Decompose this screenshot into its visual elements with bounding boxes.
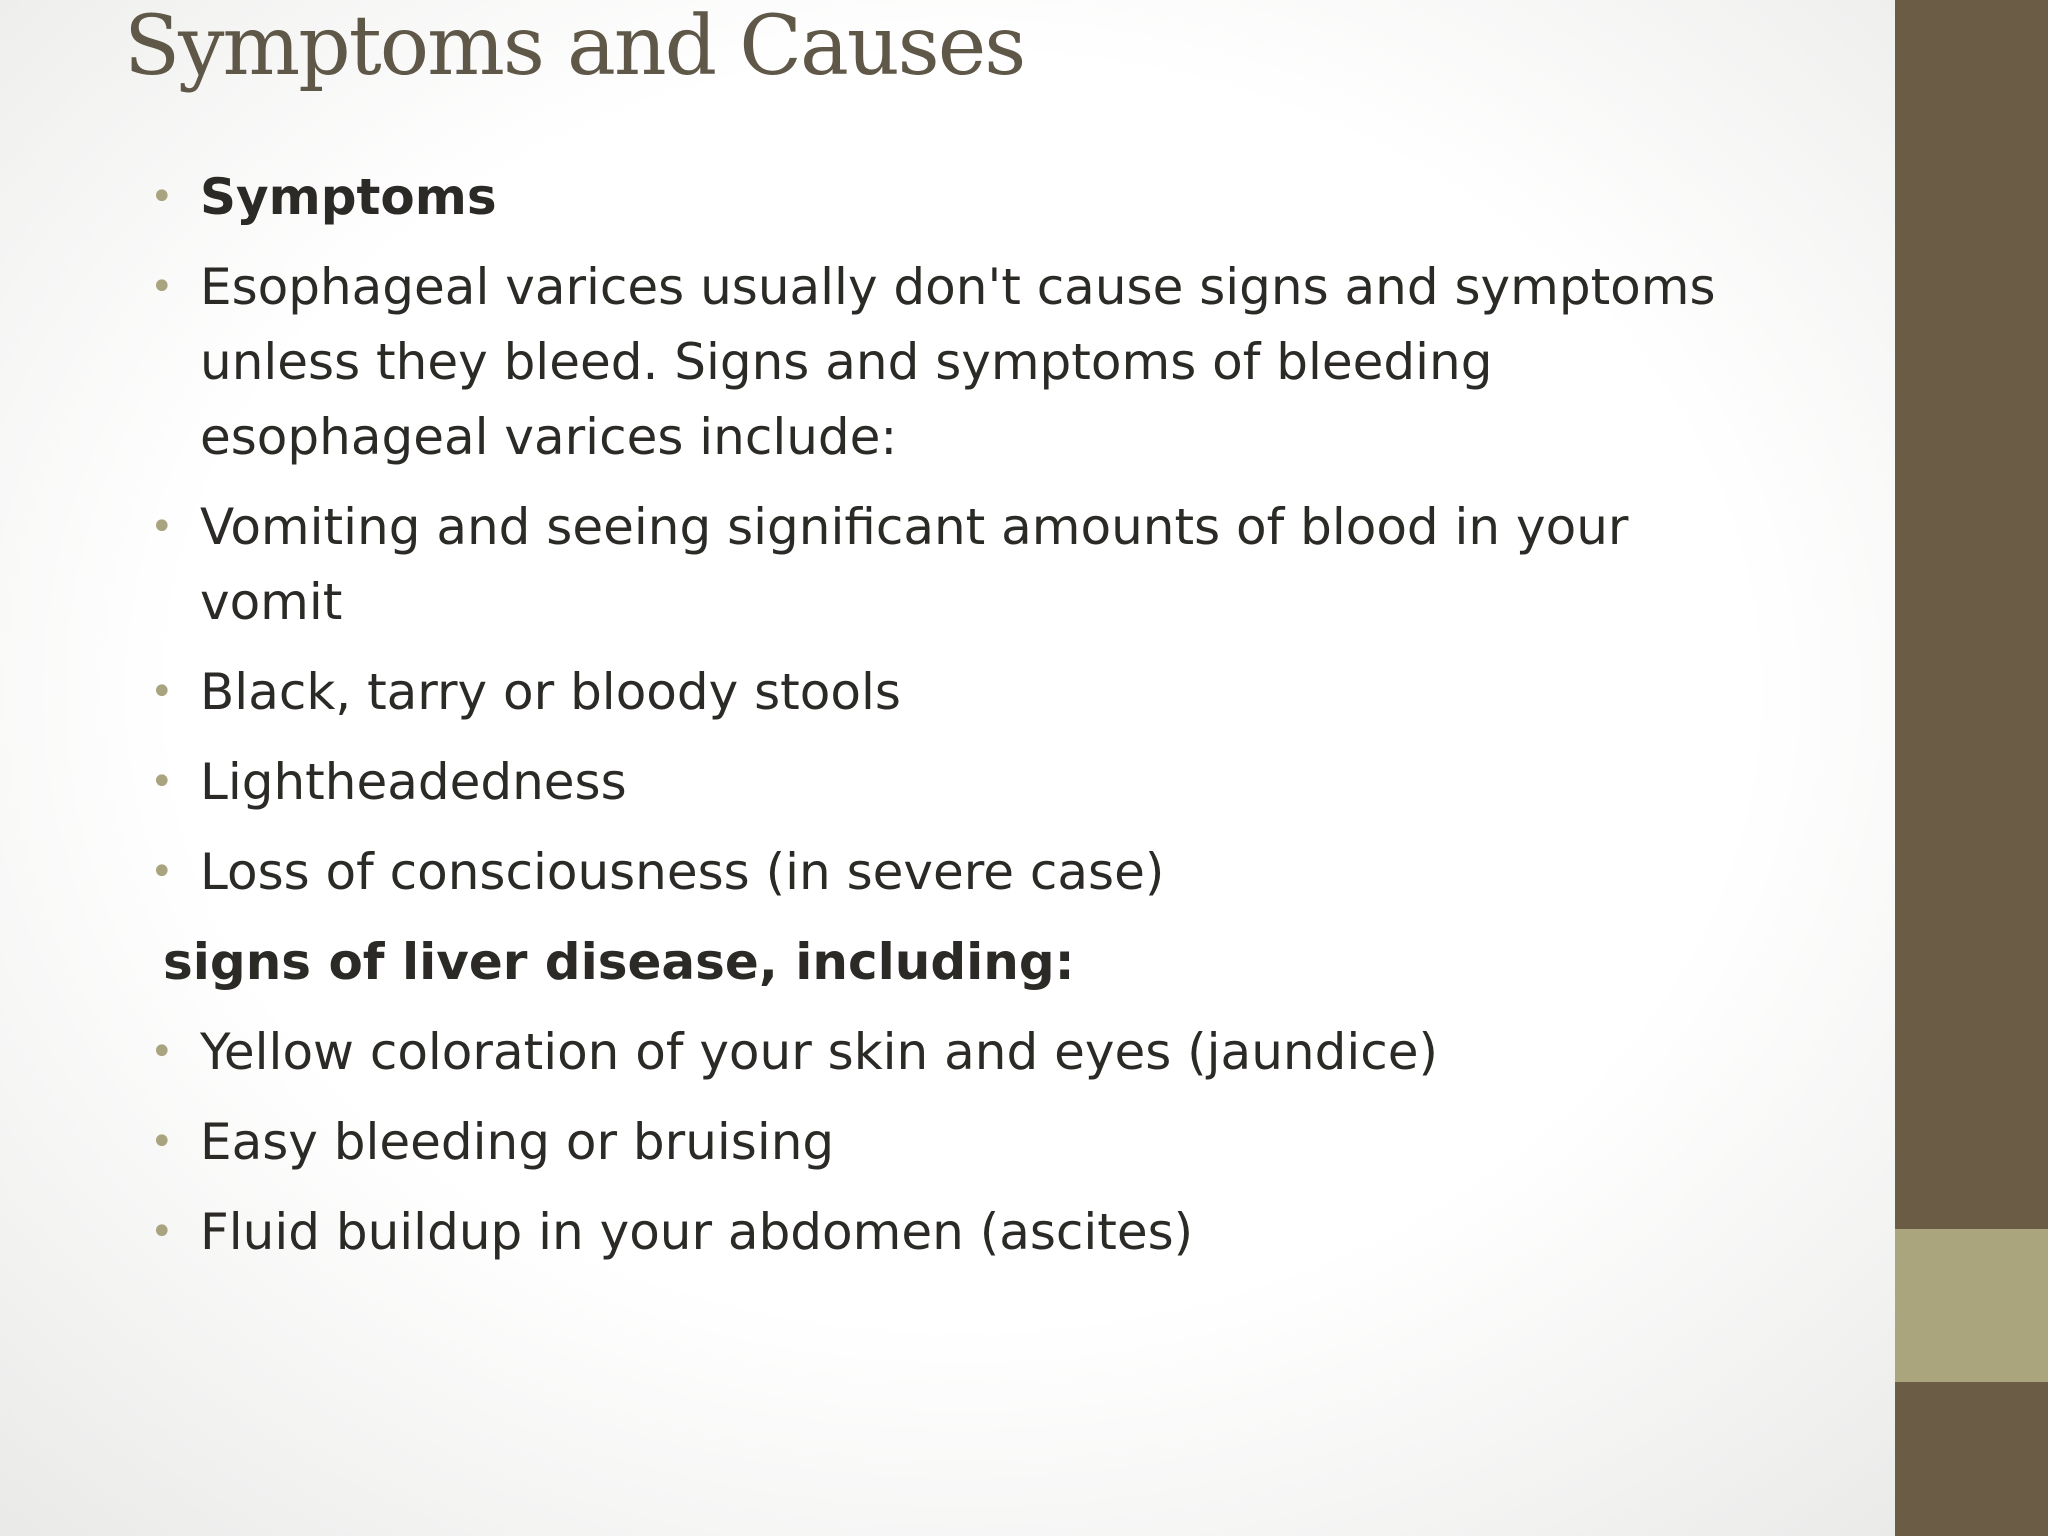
bullet-icon: • [150, 174, 174, 220]
list-item-text: Lightheadedness [200, 753, 627, 811]
list-item-text: Black, tarry or bloody stools [200, 663, 901, 721]
bullet-icon: • [150, 1119, 174, 1165]
list-item [0, 250, 1730, 475]
bullet-icon: • [150, 1029, 174, 1075]
list-item-text: Easy bleeding or bruising [200, 1113, 835, 1171]
list-item [0, 1105, 1730, 1180]
bullet-icon: • [150, 849, 174, 895]
side-accent-block [1895, 1229, 2048, 1382]
bullet-icon: • [150, 759, 174, 805]
list-item-text: Symptoms [200, 168, 497, 226]
slide-content-list [0, 160, 1860, 1285]
bullet-icon: • [150, 1209, 174, 1255]
list-item-text: Loss of consciousness (in severe case) [200, 843, 1165, 901]
list-item [0, 1015, 1730, 1090]
list-item [0, 835, 1730, 910]
list-item [0, 655, 1730, 730]
list-item-text: Esophageal varices usually don't cause signs and symptoms unless they bleed. Signs and symptoms of bleeding esophageal varices include: [200, 258, 1716, 466]
list-item [0, 745, 1730, 820]
list-item [0, 490, 1730, 640]
list-item-text: Fluid buildup in your abdomen (ascites) [200, 1203, 1194, 1261]
liver-disease-subheading: signs of liver disease, including: [163, 933, 1075, 991]
bullet-icon: • [150, 669, 174, 715]
slide-title: Symptoms and Causes [124, 0, 1025, 94]
list-item-symptoms-label [0, 160, 1730, 235]
bullet-icon: • [150, 504, 174, 550]
list-item-text: Vomiting and seeing significant amounts of blood in your vomit [200, 498, 1629, 631]
list-item [0, 1195, 1730, 1270]
bullet-icon: • [150, 264, 174, 310]
list-item-text: Yellow coloration of your skin and eyes (jaundice) [200, 1023, 1438, 1081]
